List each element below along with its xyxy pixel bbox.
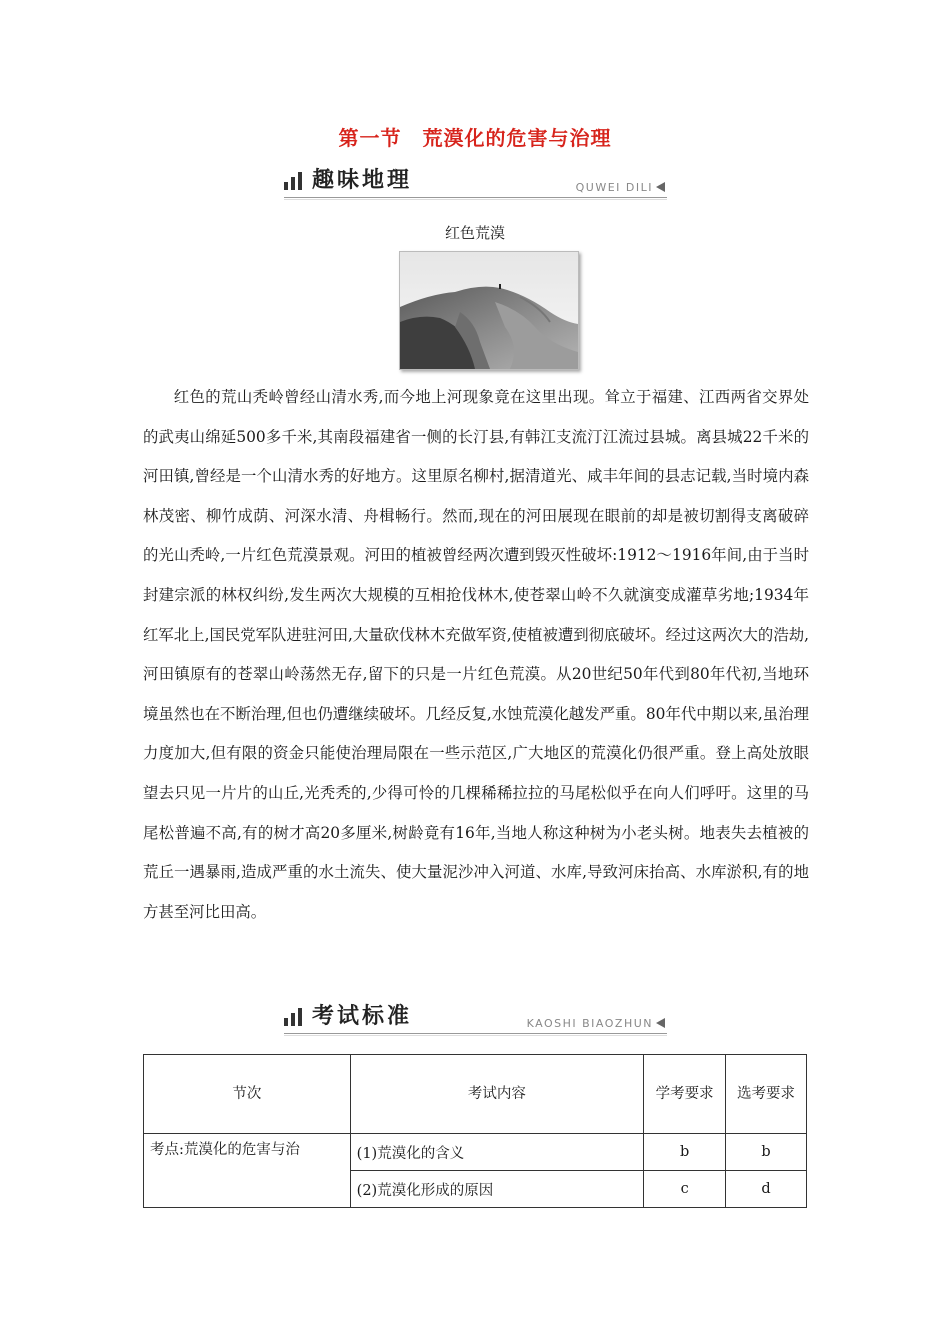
header-content: 考试内容 bbox=[350, 1055, 644, 1134]
arrow-left-icon bbox=[656, 1018, 665, 1028]
figure-caption: 红色荒漠 bbox=[444, 224, 505, 242]
section-subtitle: KAOSHI BIAOZHUN bbox=[526, 1017, 653, 1030]
desert-photo bbox=[399, 251, 579, 370]
content-cell: (1)荒漠化的含义 bbox=[350, 1134, 644, 1171]
xuekao-cell: c bbox=[644, 1171, 726, 1208]
divider bbox=[284, 1033, 667, 1034]
page-title: 第一节 荒漠化的危害与治理 bbox=[338, 126, 612, 150]
bar-chart-icon bbox=[284, 172, 306, 190]
section-title: 趣味地理 bbox=[312, 168, 413, 193]
xuekao-cell: b bbox=[644, 1134, 726, 1171]
article-paragraph: 红色的荒山秃岭曾经山清水秀,而今地上河现象竟在这里出现。耸立于福建、江西两省交界处的武夷山绵延500多千米,其南段福建省一侧的长汀县,有韩江支流汀江流过县城。离县城22千米的河田镇,曾经是一个山清水秀的好地方。这里原名柳村,据清道光、咸丰年间的县志记载,当时境内森林茂密、柳竹成荫、河深水清、舟楫畅行。然而,现在的河田展现在眼前的却是被切割得支离破碎的光山秃岭,一片红色荒漠景观。河田的植被曾经两次遭到毁灭性破坏:1912～1916年间,由于当时封建宗派的林权纠纷,发生两次大规模的互相抢伐林木,使苍翠山岭不久就演变成灌草劣地;1934年红军北上,国民党军队进驻河田,大量砍伐林木充做军资,使植被遭到彻底破坏。经过这两次大的浩劫,河田镇原有的苍翠山岭荡然无存,留下的只是一片红色荒漠。从20世纪50年代到80年代初,当地环境虽然也在不断治理,但也仍遭继续破坏。几经反复,水蚀荒漠化越发严重。80年代中期以来,虽治理力度加大,但有限的资金只能使治理局限在一些示范区,广大地区的荒漠化仍很严重。登上高处放眼望去只见一片片的山丘,光秃秃的,少得可怜的几棵稀稀拉拉的马尾松似乎在向人们呼吁。这里的马尾松普遍不高,有的树才高20多厘米,树龄竟有16年,当地人称这种树为小老头树。地表失去植被的荒丘一遇暴雨,造成严重的水土流失、使大量泥沙冲入河道、水库,导致河床抬高、水库淤积,有的地方甚至河比田高。 bbox=[143, 388, 809, 921]
content-cell: (2)荒漠化形成的原因 bbox=[350, 1171, 644, 1208]
xuankao-cell: b bbox=[726, 1134, 807, 1171]
bar-chart-icon bbox=[284, 1008, 306, 1026]
exam-standards-table bbox=[143, 1054, 807, 1208]
section-header-quwei bbox=[284, 168, 667, 198]
header-xuekao: 学考要求 bbox=[644, 1055, 726, 1134]
header-section: 节次 bbox=[144, 1055, 351, 1134]
section-header-kaoshi bbox=[284, 1004, 667, 1034]
photo-illustration bbox=[400, 252, 578, 369]
table-header-row bbox=[144, 1055, 807, 1134]
section-title: 考试标准 bbox=[312, 1004, 413, 1029]
section-subtitle: QUWEI DILI bbox=[575, 181, 653, 194]
divider bbox=[284, 197, 667, 198]
article-body bbox=[143, 378, 809, 932]
arrow-left-icon bbox=[656, 182, 665, 192]
xuankao-cell: d bbox=[726, 1171, 807, 1208]
table-row bbox=[144, 1134, 807, 1171]
header-xuankao: 选考要求 bbox=[726, 1055, 807, 1134]
topic-cell: 考点:荒漠化的危害与治 bbox=[144, 1134, 351, 1208]
